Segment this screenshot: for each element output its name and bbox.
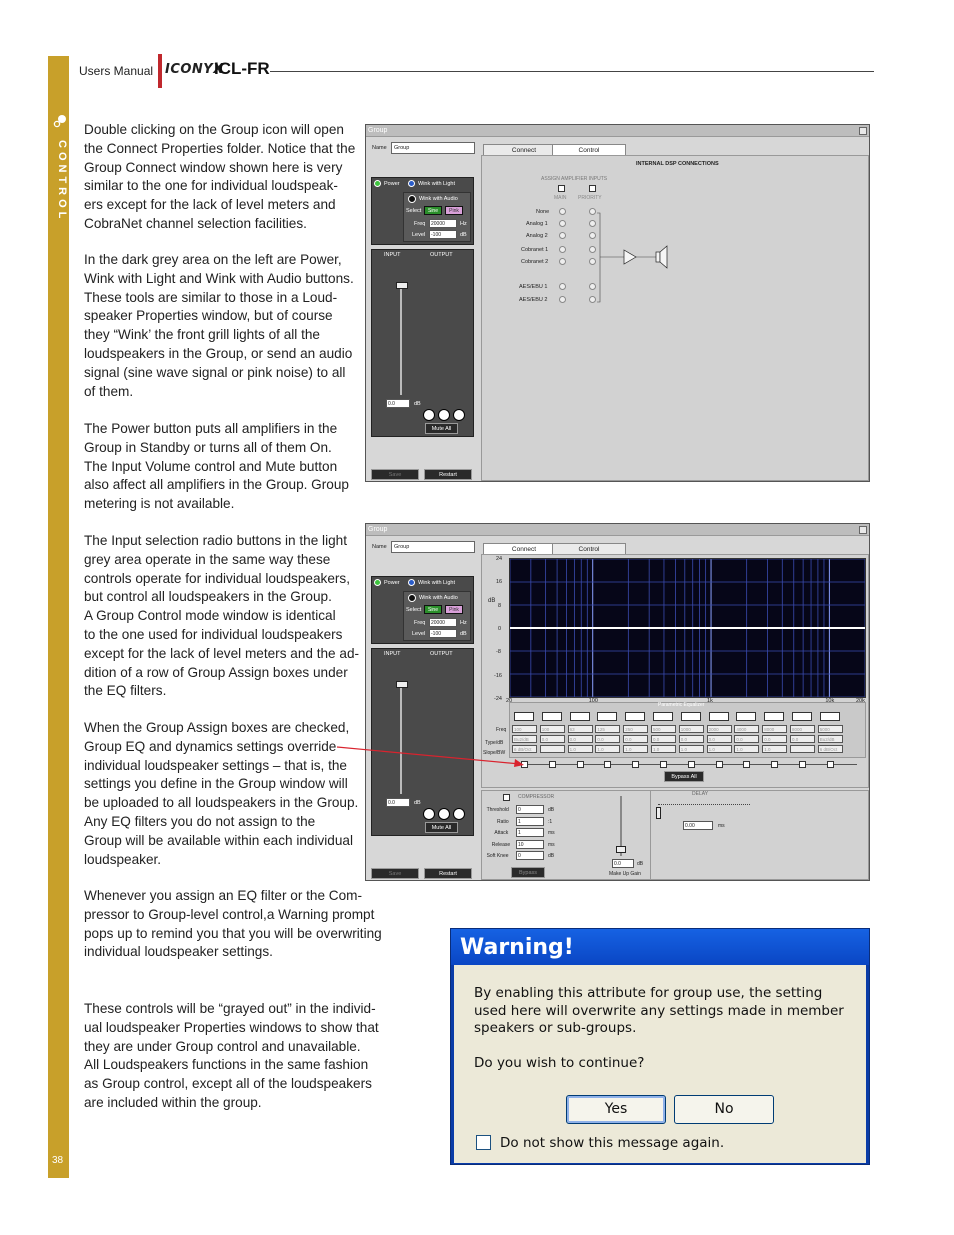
eq-band-gain[interactable]: Bu2/dB bbox=[818, 735, 843, 743]
wink-audio-button[interactable] bbox=[408, 195, 416, 203]
main-column-label: MAIN bbox=[554, 195, 567, 201]
level-input[interactable]: -100 bbox=[429, 230, 457, 239]
dont-show-checkbox[interactable] bbox=[476, 1135, 491, 1150]
sidebar-strip bbox=[48, 56, 69, 1178]
eq-filter-type-icon[interactable] bbox=[597, 712, 617, 721]
compressor-bypass-button[interactable]: Bypass bbox=[511, 867, 545, 878]
eq-band-bw[interactable]: 1.0 bbox=[762, 745, 787, 753]
delay-unit: ms bbox=[718, 823, 725, 829]
eq-filter-type-icon[interactable] bbox=[542, 712, 562, 721]
eq-y-tick: 8 bbox=[498, 602, 502, 609]
logo-bar bbox=[158, 54, 162, 88]
warning-title: Warning! bbox=[460, 935, 574, 960]
eq-band-gain[interactable]: Bu2/dB bbox=[512, 735, 537, 743]
eq-band-bw[interactable]: 6 dB/Oct bbox=[512, 745, 537, 753]
gain-unit: dB bbox=[414, 401, 421, 407]
tab-connect[interactable]: Connect bbox=[483, 543, 565, 555]
group-assign-checkbox[interactable] bbox=[716, 761, 723, 768]
eq-y-tick: -16 bbox=[494, 672, 502, 679]
compressor-row-unit: dB bbox=[548, 853, 555, 859]
eq-filter-type-icon[interactable] bbox=[570, 712, 590, 721]
makeup-gain-input[interactable]: 0.0 bbox=[612, 859, 634, 868]
wink-audio-label: Wink with Audio bbox=[419, 595, 458, 601]
group-assign-checkbox[interactable] bbox=[799, 761, 806, 768]
group-assign-checkbox[interactable] bbox=[577, 761, 584, 768]
header-rule bbox=[270, 71, 874, 72]
warning-dialog bbox=[450, 928, 870, 1165]
eq-band-gain[interactable]: 0.0 bbox=[623, 735, 648, 743]
eq-band-freq[interactable]: 1000 bbox=[679, 725, 704, 733]
makeup-gain-fader[interactable] bbox=[616, 846, 626, 853]
group-assign-checkbox[interactable] bbox=[549, 761, 556, 768]
priority-radio-aes1[interactable] bbox=[589, 283, 596, 290]
eq-row-label-freq: Freq bbox=[496, 727, 507, 733]
mute-speaker-icon-2[interactable] bbox=[438, 808, 450, 820]
eq-filter-type-icon[interactable] bbox=[764, 712, 784, 721]
delay-slider-thumb[interactable] bbox=[656, 807, 661, 819]
eq-band-bw[interactable]: 1.0 bbox=[568, 745, 593, 753]
eq-filter-type-icon[interactable] bbox=[709, 712, 729, 721]
eq-bank-title: Parametric Equalizer bbox=[658, 702, 705, 708]
eq-filter-type-icon[interactable] bbox=[653, 712, 673, 721]
compressor-row-value[interactable]: 10 bbox=[516, 840, 544, 849]
eq-band-bw[interactable]: 1.0 bbox=[707, 745, 732, 753]
compressor-row-unit: ms bbox=[548, 841, 555, 848]
power-label: Power bbox=[384, 181, 400, 187]
eq-y-tick: -8 bbox=[496, 649, 501, 656]
main-radio-aes2[interactable] bbox=[559, 296, 566, 303]
eq-band-freq[interactable]: 5000 bbox=[818, 725, 843, 733]
priority-radio-aes2[interactable] bbox=[589, 296, 596, 303]
name-field[interactable]: Group bbox=[391, 142, 475, 154]
pink-button[interactable]: Pink bbox=[445, 206, 463, 215]
wink-light-label: Wink with Light bbox=[418, 580, 455, 586]
group-connect-window bbox=[365, 124, 870, 482]
eq-x-tick: 10k bbox=[825, 698, 835, 704]
level-label: Level bbox=[412, 631, 426, 637]
dont-show-label: Do not show this message again. bbox=[500, 1135, 725, 1151]
warning-question: Do you wish to continue? bbox=[474, 1055, 645, 1071]
group-assign-checkbox[interactable] bbox=[632, 761, 639, 768]
paragraph-5: When the Group Assign boxes are checked, Group EQ and dynamics settings override individual loudspeaker settings – that is, the settings you define in the Group window will be uploaded to all loudspeakers in the Group. Any EQ filters you do not assign to the Group will be available within each individual loudspeaker. bbox=[84, 720, 359, 867]
eq-grid bbox=[510, 559, 865, 697]
freq-input[interactable]: 20000 bbox=[429, 618, 457, 627]
output-label: OUTPUT bbox=[430, 651, 453, 657]
input-label-aes2: AES/EBU 2 bbox=[519, 297, 548, 303]
compressor-group-checkbox[interactable] bbox=[503, 794, 510, 801]
input-volume-track bbox=[400, 285, 402, 395]
eq-filter-type-icon[interactable] bbox=[514, 712, 534, 721]
window-titlebar bbox=[366, 524, 869, 536]
compressor-row-unit: ms bbox=[548, 830, 555, 836]
eq-band-bw[interactable] bbox=[790, 745, 815, 753]
eq-row-label-type: Type/dB bbox=[485, 740, 504, 746]
group-assign-checkbox[interactable] bbox=[604, 761, 611, 768]
eq-band-gain[interactable]: 0.0 bbox=[651, 735, 676, 743]
eq-row-label-slope: Slope/BW bbox=[483, 750, 506, 756]
wink-audio-button[interactable] bbox=[408, 594, 416, 602]
brand-logo bbox=[158, 54, 270, 88]
name-field[interactable]: Group bbox=[391, 541, 475, 553]
input-label-analog1: Analog 1 bbox=[526, 221, 548, 227]
eq-band-bw[interactable]: 1.0 bbox=[651, 745, 676, 753]
priority-column-checkbox[interactable] bbox=[589, 185, 596, 192]
yes-button[interactable]: Yes bbox=[566, 1095, 666, 1124]
wink-light-button[interactable] bbox=[408, 579, 415, 586]
restart-button[interactable]: Restart bbox=[424, 868, 472, 879]
minimize-button[interactable] bbox=[859, 526, 867, 534]
compressor-row-label: Release bbox=[491, 841, 511, 848]
freq-label: Freq bbox=[414, 620, 426, 626]
mute-speaker-icon-3[interactable] bbox=[453, 808, 465, 820]
makeup-gain-unit: dB bbox=[637, 861, 644, 867]
bypass-all-button[interactable]: Bypass All bbox=[664, 771, 704, 782]
level-label: Level bbox=[412, 232, 426, 238]
save-button[interactable]: Save bbox=[371, 868, 419, 879]
group-assign-checkbox[interactable] bbox=[827, 761, 834, 768]
level-input[interactable]: -100 bbox=[429, 629, 457, 638]
main-radio-cobranet1[interactable] bbox=[559, 246, 566, 253]
compressor-row-label: Ratio bbox=[497, 818, 509, 825]
save-button[interactable]: Save bbox=[371, 469, 419, 480]
eq-band-gain[interactable]: 0.0 bbox=[595, 735, 620, 743]
eq-band-bw[interactable]: 6 dB/Oct bbox=[818, 745, 843, 753]
eq-y-axis-label: dB bbox=[488, 598, 496, 604]
gain-unit: dB bbox=[414, 800, 421, 806]
sine-button[interactable]: Sine bbox=[424, 206, 442, 215]
main-radio-analog2[interactable] bbox=[559, 232, 566, 239]
window-titlebar bbox=[366, 125, 869, 137]
mute-speaker-icon-3[interactable] bbox=[453, 409, 465, 421]
signal-routing-diagram bbox=[596, 205, 676, 307]
group-assign-checkbox[interactable] bbox=[743, 761, 750, 768]
compressor-title: COMPRESSOR bbox=[518, 794, 555, 800]
priority-radio-cobranet2[interactable] bbox=[589, 258, 596, 265]
freq-unit: Hz bbox=[460, 620, 467, 626]
input-label-cobranet1: Cobranet 1 bbox=[521, 247, 549, 253]
freq-unit: Hz bbox=[460, 221, 467, 227]
power-button[interactable] bbox=[374, 579, 381, 586]
group-assign-checkbox[interactable] bbox=[688, 761, 695, 768]
eq-band-bw[interactable]: 1.0 bbox=[623, 745, 648, 753]
minimize-button[interactable] bbox=[859, 127, 867, 135]
tab-control[interactable]: Control bbox=[552, 543, 626, 555]
priority-radio-analog2[interactable] bbox=[589, 232, 596, 239]
eq-band-bw[interactable]: 1.0 bbox=[679, 745, 704, 753]
no-button[interactable]: No bbox=[674, 1095, 774, 1124]
input-label: INPUT bbox=[384, 252, 401, 258]
eq-x-tick: 20k bbox=[856, 698, 865, 704]
compressor-row-unit: dB bbox=[548, 807, 555, 813]
paragraph-2: In the dark grey area on the left are Power, Wink with Light and Wink with Audio buttons. These tools are similar to those in a Loud- speaker Properties window, but of course they “Wink’ the front grill lights of all the loudspeakers in the Group, or send an audio signal (sine wave signal or pink noise) to all of them. bbox=[84, 252, 354, 399]
output-label: OUTPUT bbox=[430, 252, 453, 258]
input-label: INPUT bbox=[384, 651, 401, 657]
eq-band-freq[interactable]: 250 bbox=[623, 725, 648, 733]
eq-y-tick: -24 bbox=[494, 695, 502, 702]
select-label: Select bbox=[406, 208, 422, 214]
paragraph-3: The Power button puts all amplifiers in the Group in Standby or turns all of them On. The Input Volume control and Mute button also affect all amplifiers in the Group. Group metering is not available. bbox=[84, 421, 349, 512]
wink-light-button[interactable] bbox=[408, 180, 415, 187]
wink-light-label: Wink with Light bbox=[418, 181, 455, 187]
manual-label: Users Manual bbox=[79, 64, 154, 78]
name-label: Name bbox=[372, 544, 387, 550]
connect-pane bbox=[481, 155, 869, 481]
eq-band-bw[interactable]: 1.0 bbox=[595, 745, 620, 753]
input-volume-fader[interactable] bbox=[396, 282, 408, 289]
select-label: Select bbox=[406, 607, 422, 613]
eq-band-gain[interactable]: 0.0 bbox=[540, 735, 565, 743]
eq-x-tick: 100 bbox=[588, 698, 598, 704]
logo-word: ICONYX bbox=[165, 62, 224, 77]
main-column-checkbox[interactable] bbox=[558, 185, 565, 192]
level-unit: dB bbox=[460, 631, 467, 637]
eq-filter-type-icon[interactable] bbox=[736, 712, 756, 721]
eq-band-bw[interactable] bbox=[540, 745, 565, 753]
eq-band-bw[interactable]: 1.0 bbox=[734, 745, 759, 753]
eq-band-gain[interactable]: 0.0 bbox=[568, 735, 593, 743]
tab-connect[interactable]: Connect bbox=[483, 144, 565, 156]
mute-speaker-icon-1[interactable] bbox=[423, 808, 435, 820]
warning-message: By enabling this attribute for group use, the setting used here will overwrite any settings made in member speakers or sub-groups. bbox=[474, 985, 844, 1036]
compressor-row-label: Attack bbox=[494, 830, 509, 836]
makeup-gain-label: Make Up Gain bbox=[609, 871, 641, 877]
compressor-row-value[interactable]: 1 bbox=[516, 817, 544, 826]
input-label-none: None bbox=[536, 209, 550, 215]
input-label-aes1: AES/EBU 1 bbox=[519, 284, 548, 290]
priority-column-label: PRIORITY bbox=[578, 195, 602, 201]
input-volume-track bbox=[400, 684, 402, 794]
sine-button[interactable]: Sine bbox=[424, 605, 442, 614]
eq-band-freq[interactable]: 8000 bbox=[790, 725, 815, 733]
power-label: Power bbox=[384, 580, 400, 586]
main-radio-cobranet2[interactable] bbox=[559, 258, 566, 265]
compressor-row-label: Threshold bbox=[486, 807, 509, 813]
eq-x-tick: 20 bbox=[506, 698, 513, 704]
main-radio-analog1[interactable] bbox=[559, 220, 566, 227]
section-label: CONTROL bbox=[56, 140, 68, 223]
eq-band-freq[interactable]: 4000 bbox=[734, 725, 759, 733]
delay-title: DELAY bbox=[692, 791, 709, 797]
warning-body bbox=[454, 965, 866, 1163]
dsp-connections-title: INTERNAL DSP CONNECTIONS bbox=[636, 161, 719, 167]
eq-filter-type-icon[interactable] bbox=[625, 712, 645, 721]
input-volume-fader[interactable] bbox=[396, 681, 408, 688]
freq-input[interactable]: 20000 bbox=[429, 219, 457, 228]
restart-button[interactable]: Restart bbox=[424, 469, 472, 480]
compressor-row-label: Soft Knee bbox=[486, 853, 509, 859]
eq-filter-type-icon[interactable] bbox=[792, 712, 812, 721]
warning-titlebar bbox=[451, 929, 869, 965]
eq-band-gain[interactable]: 0.0 bbox=[762, 735, 787, 743]
annotation-arrow bbox=[335, 740, 535, 770]
group-assign-checkbox[interactable] bbox=[771, 761, 778, 768]
mute-all-button[interactable]: Mute All bbox=[425, 423, 458, 434]
mute-all-button[interactable]: Mute All bbox=[425, 822, 458, 833]
group-assign-checkbox[interactable] bbox=[660, 761, 667, 768]
paragraph-6: Whenever you assign an EQ filter or the Com- pressor to Group-level control,a Warning prompt pops up to remind you that you will be overwriting individual loudspeaker settings. bbox=[84, 888, 382, 960]
delay-slider-track bbox=[658, 804, 750, 806]
window-title: Group bbox=[368, 526, 388, 533]
eq-band-freq[interactable]: 8000 bbox=[762, 725, 787, 733]
main-radio-aes1[interactable] bbox=[559, 283, 566, 290]
pink-button[interactable]: Pink bbox=[445, 605, 463, 614]
eq-band-freq[interactable]: 500 bbox=[651, 725, 676, 733]
paragraph-1: Double clicking on the Group icon will open the Connect Properties folder. Notice that the Group Connect window shown here is very similar to the one for individual loudspeak- ers except for the lack of level meters and CobraNet channel selection facilities. bbox=[84, 122, 356, 231]
window-title: Group bbox=[368, 127, 388, 134]
tab-control[interactable]: Control bbox=[552, 144, 626, 156]
eq-x-tick: 1k bbox=[707, 698, 713, 704]
eq-band-freq[interactable]: 100 bbox=[512, 725, 537, 733]
mute-speaker-icon-1[interactable] bbox=[423, 409, 435, 421]
eq-band-gain[interactable]: 0.0 bbox=[790, 735, 815, 743]
level-unit: dB bbox=[460, 232, 467, 238]
assign-inputs-title: ASSIGN AMPLIFIER INPUTS bbox=[541, 176, 608, 182]
paragraph-4: The Input selection radio buttons in the light grey area operate in the same way these controls operate for individual loudspeakers, but control all loudspeakers in the Group. A Group Control mode window is identical to the one used for individual loudspeakers except for the lack of level meters and the ad- dition of a row of Group Assign boxes under the EQ filters. bbox=[84, 533, 360, 699]
control-section-icon bbox=[53, 114, 67, 128]
gain-input[interactable]: 0.0 bbox=[386, 399, 410, 408]
paragraph-7: These controls will be “grayed out” in the individ- ual loudspeaker Properties windows to show that they are under Group control and unavailable. All Loudspeakers functions in the same fashion as Group control, except all of the loudspeakers are included within the group. bbox=[84, 1001, 379, 1110]
power-button[interactable] bbox=[374, 180, 381, 187]
freq-label: Freq bbox=[414, 221, 426, 227]
eq-filter-type-icon[interactable] bbox=[681, 712, 701, 721]
eq-band-freq[interactable]: 100 bbox=[540, 725, 565, 733]
delay-input[interactable]: 0.00 bbox=[683, 821, 713, 830]
eq-band-freq[interactable]: 63 bbox=[568, 725, 593, 733]
eq-band-freq[interactable]: 125 bbox=[595, 725, 620, 733]
priority-radio-none[interactable] bbox=[589, 208, 596, 215]
wink-audio-label: Wink with Audio bbox=[419, 196, 458, 202]
compressor-row-unit: :1 bbox=[548, 818, 553, 825]
page-number: 38 bbox=[52, 1155, 64, 1166]
compressor-row-value[interactable]: 0 bbox=[516, 851, 544, 860]
eq-y-tick: 0 bbox=[498, 625, 502, 632]
main-radio-none[interactable] bbox=[559, 208, 566, 215]
name-label: Name bbox=[372, 145, 387, 151]
eq-band-gain[interactable]: 0.0 bbox=[679, 735, 704, 743]
compressor-row-value[interactable]: 0 bbox=[516, 805, 544, 814]
eq-y-tick: 16 bbox=[496, 579, 503, 586]
input-label-analog2: Analog 2 bbox=[526, 233, 548, 239]
priority-radio-analog1[interactable] bbox=[589, 220, 596, 227]
input-label-cobranet2: Cobranet 2 bbox=[521, 259, 549, 265]
eq-band-gain[interactable]: 0.0 bbox=[707, 735, 732, 743]
eq-band-gain[interactable]: 0.0 bbox=[734, 735, 759, 743]
eq-filter-type-icon[interactable] bbox=[820, 712, 840, 721]
eq-band-freq[interactable]: 2000 bbox=[707, 725, 732, 733]
model-name: ICL-FR bbox=[214, 59, 270, 78]
mute-speaker-icon-2[interactable] bbox=[438, 409, 450, 421]
group-control-window bbox=[365, 523, 870, 881]
eq-y-tick: 24 bbox=[496, 556, 503, 562]
priority-radio-cobranet1[interactable] bbox=[589, 246, 596, 253]
compressor-row-value[interactable]: 1 bbox=[516, 828, 544, 837]
gain-input[interactable]: 0.0 bbox=[386, 798, 410, 807]
eq-response-graph bbox=[509, 558, 866, 698]
